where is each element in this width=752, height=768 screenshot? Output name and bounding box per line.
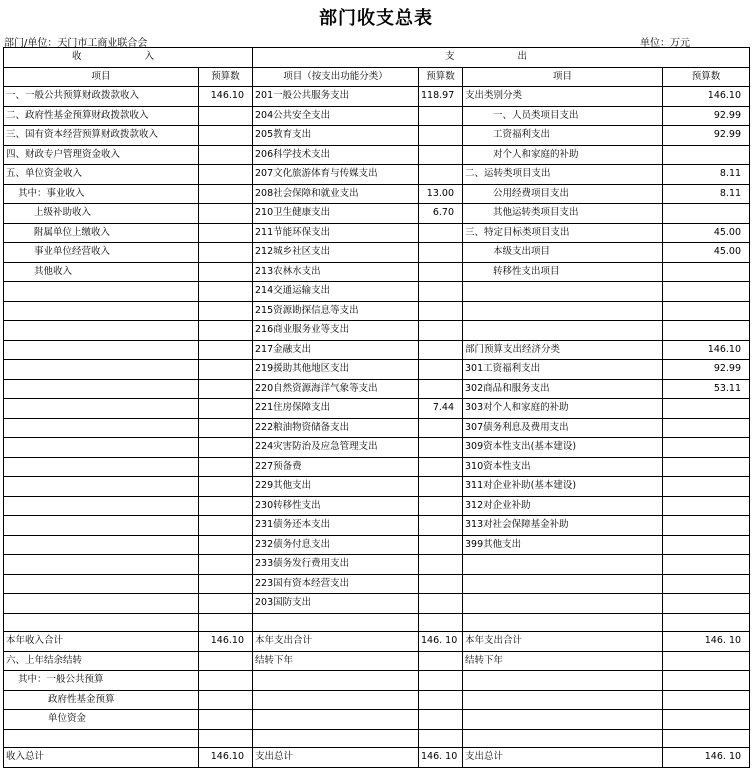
income-item-cell: [4, 418, 199, 438]
function-amount-cell: [419, 535, 463, 555]
function-amount-cell: [419, 360, 463, 380]
function-amount-cell: [419, 457, 463, 477]
function-item-cell: 231债务还本支出: [253, 516, 419, 536]
income-amount-cell: [199, 671, 253, 691]
function-amount-cell: [419, 710, 463, 730]
function-item-cell: 232债务付息支出: [253, 535, 419, 555]
expense-amount-cell: 8.11: [663, 184, 750, 204]
expense-amount-cell: 92.99: [663, 360, 750, 380]
income-item-cell: 六、上年结余结转: [4, 651, 199, 671]
income-amount-cell: [199, 340, 253, 360]
function-amount-cell: 6.70: [419, 204, 463, 224]
expense-amount-cell: [663, 613, 750, 632]
table-row: [4, 438, 750, 458]
table-row: [4, 399, 750, 419]
income-item-cell: [4, 340, 199, 360]
table-row: [4, 555, 750, 575]
expense-item-cell: 其他运转类项目支出: [463, 204, 663, 224]
function-amount-cell: [419, 594, 463, 614]
income-amount-cell: [199, 204, 253, 224]
expense-amount-cell: 53.11: [663, 379, 750, 399]
function-item-cell: 221住房保障支出: [253, 399, 419, 419]
function-item-cell: 213农林水支出: [253, 262, 419, 282]
table-row: [4, 321, 750, 341]
function-item-cell: 结转下年: [253, 651, 419, 671]
expense-item-cell: [463, 710, 663, 730]
table-row: [4, 87, 750, 107]
column-header-row: [4, 67, 750, 87]
expense-amount-cell: [663, 262, 750, 282]
function-amount-cell: [419, 613, 463, 632]
function-amount-cell: 118.97: [419, 87, 463, 107]
expense-amount-cell: [663, 710, 750, 730]
function-item-cell: 227预备费: [253, 457, 419, 477]
section-header-row: [4, 48, 750, 68]
table-row: [4, 632, 750, 652]
income-amount-cell: [199, 535, 253, 555]
income-item-cell: [4, 438, 199, 458]
income-amount-cell: [199, 710, 253, 730]
table-row: [4, 204, 750, 224]
expense-amount-cell: [663, 651, 750, 671]
function-item-cell: [253, 613, 419, 632]
function-item-cell: 201一般公共服务支出: [253, 87, 419, 107]
function-item-cell: 216商业服务业等支出: [253, 321, 419, 341]
function-amount-cell: 146. 10: [419, 632, 463, 652]
expense-item-cell: [463, 282, 663, 302]
expense-item-cell: [463, 671, 663, 691]
income-amount-cell: [199, 729, 253, 748]
function-item-cell: 205教育支出: [253, 126, 419, 146]
function-amount-cell: [419, 496, 463, 516]
column-header: 项目: [4, 67, 199, 87]
table-row: [4, 418, 750, 438]
expense-amount-cell: 45.00: [663, 243, 750, 263]
table-row: [4, 535, 750, 555]
income-amount-cell: [199, 555, 253, 575]
function-item-cell: 214交通运输支出: [253, 282, 419, 302]
function-amount-cell: [419, 516, 463, 536]
table-row: [4, 671, 750, 691]
function-item-cell: 207文化旅游体育与传媒支出: [253, 165, 419, 185]
table-row: [4, 126, 750, 146]
expense-item-cell: 302商品和服务支出: [463, 379, 663, 399]
income-amount-cell: [199, 321, 253, 341]
expense-item-cell: 转移性支出项目: [463, 262, 663, 282]
function-item-cell: 212城乡社区支出: [253, 243, 419, 263]
income-item-cell: [4, 321, 199, 341]
table-row: [4, 690, 750, 710]
income-item-cell: 二、政府性基金预算财政拨款收入: [4, 106, 199, 126]
function-item-cell: 206科学技术支出: [253, 145, 419, 165]
income-amount-cell: [199, 496, 253, 516]
income-item-cell: 一、一般公共预算财政拨款收入: [4, 87, 199, 107]
expense-item-cell: 结转下年: [463, 651, 663, 671]
income-amount-cell: [199, 574, 253, 594]
expense-amount-cell: [663, 690, 750, 710]
expense-item-cell: 支出总计: [463, 748, 663, 768]
expense-amount-cell: [663, 671, 750, 691]
expense-item-cell: 部门预算支出经济分类: [463, 340, 663, 360]
income-item-cell: [4, 496, 199, 516]
expense-item-cell: 工资福利支出: [463, 126, 663, 146]
income-amount-cell: [199, 457, 253, 477]
expense-item-cell: 一、人员类项目支出: [463, 106, 663, 126]
expense-amount-cell: [663, 282, 750, 302]
expense-item-cell: 301工资福利支出: [463, 360, 663, 380]
income-item-cell: [4, 282, 199, 302]
table-row: [4, 340, 750, 360]
income-amount-cell: [199, 301, 253, 321]
function-item-cell: 233债务发行费用支出: [253, 555, 419, 575]
function-item-cell: 217金融支出: [253, 340, 419, 360]
income-item-cell: 政府性基金预算: [4, 690, 199, 710]
expense-item-cell: 399其他支出: [463, 535, 663, 555]
table-row: [4, 457, 750, 477]
income-amount-cell: 146.10: [199, 632, 253, 652]
function-amount-cell: [419, 729, 463, 748]
expense-amount-cell: [663, 399, 750, 419]
income-item-cell: [4, 574, 199, 594]
expense-amount-cell: [663, 535, 750, 555]
table-row: [4, 243, 750, 263]
table-row: [4, 379, 750, 399]
function-item-cell: 222粮油物资储备支出: [253, 418, 419, 438]
expense-item-cell: 本级支出项目: [463, 243, 663, 263]
column-header: 项目（按支出功能分类）: [253, 67, 419, 87]
function-amount-cell: [419, 106, 463, 126]
expense-amount-cell: [663, 457, 750, 477]
income-amount-cell: [199, 223, 253, 243]
income-item-cell: 本年收入合计: [4, 632, 199, 652]
expense-item-cell: [463, 690, 663, 710]
income-item-cell: [4, 360, 199, 380]
income-amount-cell: 146.10: [199, 87, 253, 107]
function-amount-cell: [419, 379, 463, 399]
function-amount-cell: [419, 243, 463, 263]
function-amount-cell: [419, 165, 463, 185]
income-amount-cell: [199, 243, 253, 263]
expense-item-cell: [463, 594, 663, 614]
function-item-cell: 210卫生健康支出: [253, 204, 419, 224]
income-item-cell: 其中：事业收入: [4, 184, 199, 204]
function-item-cell: 223国有资本经营支出: [253, 574, 419, 594]
function-item-cell: [253, 690, 419, 710]
function-item-cell: 230转移性支出: [253, 496, 419, 516]
expense-item-cell: [463, 555, 663, 575]
income-item-cell: [4, 613, 199, 632]
income-amount-cell: [199, 106, 253, 126]
function-amount-cell: [419, 555, 463, 575]
expense-item-cell: 310资本性支出: [463, 457, 663, 477]
expense-amount-cell: [663, 496, 750, 516]
expense-amount-cell: 92.99: [663, 106, 750, 126]
expense-amount-cell: [663, 594, 750, 614]
unit-label: 单位：万元: [640, 38, 690, 49]
expense-item-cell: 312对企业补助: [463, 496, 663, 516]
income-amount-cell: [199, 399, 253, 419]
income-item-cell: 三、国有资本经营预算财政拨款收入: [4, 126, 199, 146]
income-amount-cell: [199, 477, 253, 497]
function-item-cell: 220自然资源海洋气象等支出: [253, 379, 419, 399]
income-item-cell: [4, 301, 199, 321]
expense-item-cell: [463, 301, 663, 321]
income-amount-cell: [199, 379, 253, 399]
function-item-cell: 208社会保障和就业支出: [253, 184, 419, 204]
table-row: [4, 613, 750, 632]
income-item-cell: [4, 379, 199, 399]
expense-amount-cell: [663, 321, 750, 341]
expense-amount-cell: 146. 10: [663, 632, 750, 652]
income-amount-cell: [199, 594, 253, 614]
function-amount-cell: [419, 262, 463, 282]
table-row: [4, 282, 750, 302]
expense-item-cell: [463, 321, 663, 341]
income-item-cell: 事业单位经营收入: [4, 243, 199, 263]
income-amount-cell: [199, 418, 253, 438]
function-amount-cell: [419, 671, 463, 691]
function-item-cell: 支出总计: [253, 748, 419, 768]
function-item-cell: 215资源勘探信息等支出: [253, 301, 419, 321]
table-row: [4, 477, 750, 497]
income-item-cell: 其他收入: [4, 262, 199, 282]
income-item-cell: [4, 477, 199, 497]
income-item-cell: 单位资金: [4, 710, 199, 730]
expense-item-cell: [463, 613, 663, 632]
expense-amount-cell: [663, 418, 750, 438]
income-item-cell: 上级补助收入: [4, 204, 199, 224]
table-row: [4, 729, 750, 748]
expense-amount-cell: 146. 10: [663, 748, 750, 768]
function-item-cell: 204公共安全支出: [253, 106, 419, 126]
function-item-cell: 211节能环保支出: [253, 223, 419, 243]
table-row: [4, 165, 750, 185]
table-row: [4, 301, 750, 321]
expense-amount-cell: [663, 301, 750, 321]
table-row: [4, 106, 750, 126]
expense-section-header: 支 出: [253, 48, 750, 68]
function-amount-cell: [419, 301, 463, 321]
column-header: 预算数: [199, 67, 253, 87]
function-amount-cell: [419, 340, 463, 360]
expense-amount-cell: [663, 516, 750, 536]
table-row: [4, 262, 750, 282]
expense-amount-cell: [663, 729, 750, 748]
function-amount-cell: [419, 145, 463, 165]
income-amount-cell: [199, 262, 253, 282]
expense-amount-cell: 8.11: [663, 165, 750, 185]
table-row: [4, 496, 750, 516]
income-item-cell: [4, 457, 199, 477]
income-item-cell: [4, 535, 199, 555]
department-label: 部门/单位：天门市工商业联合会: [4, 38, 148, 49]
expense-amount-cell: [663, 145, 750, 165]
income-amount-cell: [199, 690, 253, 710]
table-row: [4, 360, 750, 380]
expense-amount-cell: 146.10: [663, 87, 750, 107]
income-amount-cell: [199, 360, 253, 380]
function-amount-cell: [419, 477, 463, 497]
function-amount-cell: [419, 282, 463, 302]
income-item-cell: [4, 729, 199, 748]
function-item-cell: [253, 671, 419, 691]
expense-amount-cell: 45.00: [663, 223, 750, 243]
expense-item-cell: 公用经费项目支出: [463, 184, 663, 204]
income-amount-cell: [199, 145, 253, 165]
table-row: [4, 516, 750, 536]
table-row: [4, 710, 750, 730]
table-row: [4, 574, 750, 594]
column-header: 预算数: [663, 67, 750, 87]
expense-amount-cell: 92.99: [663, 126, 750, 146]
function-amount-cell: [419, 438, 463, 458]
expense-item-cell: 313对社会保障基金补助: [463, 516, 663, 536]
function-amount-cell: [419, 321, 463, 341]
budget-summary-table: [3, 47, 750, 768]
table-row: [4, 184, 750, 204]
income-item-cell: [4, 594, 199, 614]
function-amount-cell: [419, 418, 463, 438]
expense-amount-cell: [663, 204, 750, 224]
expense-item-cell: 二、运转类项目支出: [463, 165, 663, 185]
expense-item-cell: 三、特定目标类项目支出: [463, 223, 663, 243]
expense-item-cell: 支出类别分类: [463, 87, 663, 107]
income-item-cell: [4, 516, 199, 536]
income-amount-cell: [199, 165, 253, 185]
expense-amount-cell: 146.10: [663, 340, 750, 360]
function-item-cell: 229其他支出: [253, 477, 419, 497]
table-row: [4, 651, 750, 671]
function-amount-cell: [419, 126, 463, 146]
income-item-cell: [4, 555, 199, 575]
expense-item-cell: 对个人和家庭的补助: [463, 145, 663, 165]
table-row: [4, 748, 750, 768]
function-amount-cell: [419, 651, 463, 671]
expense-item-cell: 303对个人和家庭的补助: [463, 399, 663, 419]
income-item-cell: 五、单位资金收入: [4, 165, 199, 185]
table-body: [4, 48, 750, 768]
expense-item-cell: 311对企业补助(基本建设): [463, 477, 663, 497]
expense-item-cell: 309资本性支出(基本建设): [463, 438, 663, 458]
expense-item-cell: [463, 729, 663, 748]
income-amount-cell: [199, 651, 253, 671]
table-row: [4, 145, 750, 165]
table-row: [4, 223, 750, 243]
income-item-cell: 附属单位上缴收入: [4, 223, 199, 243]
page-title: 部门收支总表: [319, 8, 433, 29]
expense-amount-cell: [663, 555, 750, 575]
income-amount-cell: [199, 613, 253, 632]
function-item-cell: [253, 729, 419, 748]
expense-amount-cell: [663, 574, 750, 594]
function-amount-cell: 146. 10: [419, 748, 463, 768]
income-amount-cell: 146.10: [199, 748, 253, 768]
function-item-cell: 219援助其他地区支出: [253, 360, 419, 380]
income-amount-cell: [199, 184, 253, 204]
table-row: [4, 594, 750, 614]
function-item-cell: 224灾害防治及应急管理支出: [253, 438, 419, 458]
function-amount-cell: [419, 223, 463, 243]
expense-amount-cell: [663, 477, 750, 497]
expense-item-cell: 本年支出合计: [463, 632, 663, 652]
column-header: 项目: [463, 67, 663, 87]
income-item-cell: 其中：一般公共预算: [4, 671, 199, 691]
income-amount-cell: [199, 516, 253, 536]
function-item-cell: 本年支出合计: [253, 632, 419, 652]
income-item-cell: 收入总计: [4, 748, 199, 768]
income-item-cell: 四、财政专户管理资金收入: [4, 145, 199, 165]
expense-amount-cell: [663, 438, 750, 458]
column-header: 预算数: [419, 67, 463, 87]
income-amount-cell: [199, 126, 253, 146]
function-amount-cell: 7.44: [419, 399, 463, 419]
function-amount-cell: [419, 690, 463, 710]
function-item-cell: [253, 710, 419, 730]
function-amount-cell: 13.00: [419, 184, 463, 204]
expense-item-cell: 307债务利息及费用支出: [463, 418, 663, 438]
function-item-cell: 203国防支出: [253, 594, 419, 614]
income-item-cell: [4, 399, 199, 419]
income-amount-cell: [199, 438, 253, 458]
income-amount-cell: [199, 282, 253, 302]
expense-item-cell: [463, 574, 663, 594]
income-section-header: 收 入: [4, 48, 253, 68]
function-amount-cell: [419, 574, 463, 594]
